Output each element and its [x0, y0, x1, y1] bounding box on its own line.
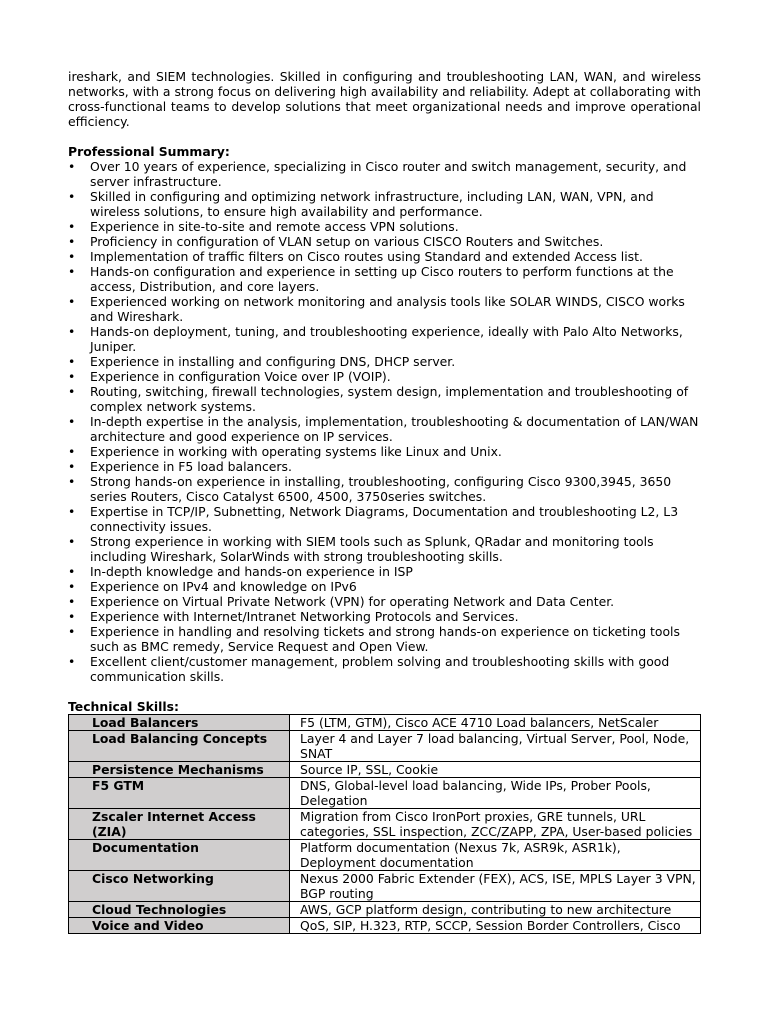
- summary-item: [68, 369, 701, 384]
- summary-item-text: Strong experience in working with SIEM tools such as Splunk, QRadar and monitoring tools including Wireshark, SolarWinds with strong troubleshooting skills.: [90, 534, 654, 564]
- bullet-icon: •: [68, 579, 76, 594]
- summary-item-text: Experience in configuration Voice over IP (VOIP).: [90, 369, 391, 384]
- summary-item: [68, 579, 701, 594]
- skills-table-row: [69, 715, 701, 731]
- skills-table-row: [69, 902, 701, 918]
- summary-item-text: Experience in installing and configuring DNS, DHCP server.: [90, 354, 456, 369]
- skill-category: Voice and Video: [69, 918, 290, 934]
- bullet-icon: •: [68, 294, 76, 309]
- skills-table-row: [69, 840, 701, 871]
- summary-item: [68, 249, 701, 264]
- bullet-icon: •: [68, 159, 76, 174]
- skill-category: F5 GTM: [69, 778, 290, 809]
- summary-item-text: Hands-on configuration and experience in setting up Cisco routers to perform functions at the access, Distribution, and core layers.: [90, 264, 674, 294]
- skill-category: Zscaler Internet Access (ZIA): [69, 809, 290, 840]
- skills-table-row: [69, 871, 701, 902]
- bullet-icon: •: [68, 594, 76, 609]
- summary-item-text: Strong hands-on experience in installing, troubleshooting, configuring Cisco 9300,3945, 3650 series Routers, Cisco Catalyst 6500, 4500, 3750series switches.: [90, 474, 672, 504]
- summary-item: [68, 219, 701, 234]
- summary-item-text: Experience in F5 load balancers.: [90, 459, 292, 474]
- skills-table-row: [69, 731, 701, 762]
- skill-value: Platform documentation (Nexus 7k, ASR9k, ASR1k), Deployment documentation: [290, 840, 701, 871]
- resume-page: [68, 69, 701, 934]
- summary-item: [68, 459, 701, 474]
- skill-value: QoS, SIP, H.323, RTP, SCCP, Session Border Controllers, Cisco: [290, 918, 701, 934]
- skill-value: F5 (LTM, GTM), Cisco ACE 4710 Load balancers, NetScaler: [290, 715, 701, 731]
- summary-item-text: Experience with Internet/Intranet Networking Protocols and Services.: [90, 609, 519, 624]
- skill-value: Nexus 2000 Fabric Extender (FEX), ACS, ISE, MPLS Layer 3 VPN, BGP routing: [290, 871, 701, 902]
- skill-category: Cloud Technologies: [69, 902, 290, 918]
- summary-item: [68, 234, 701, 249]
- summary-item: [68, 444, 701, 459]
- bullet-icon: •: [68, 534, 76, 549]
- summary-item: [68, 624, 701, 654]
- summary-item: [68, 474, 701, 504]
- skill-value: DNS, Global-level load balancing, Wide IPs, Prober Pools, Delegation: [290, 778, 701, 809]
- skill-category: Persistence Mechanisms: [69, 762, 290, 778]
- bullet-icon: •: [68, 414, 76, 429]
- skill-category: Cisco Networking: [69, 871, 290, 902]
- summary-item-text: Skilled in configuring and optimizing network infrastructure, including LAN, WAN, VPN, and wireless solutions, to ensure high availability and performance.: [90, 189, 654, 219]
- bullet-icon: •: [68, 354, 76, 369]
- summary-item: [68, 609, 701, 624]
- intro-paragraph: ireshark, and SIEM technologies. Skilled in configuring and troubleshooting LAN, WAN, and wireless networks, with a strong focus on delivering high availability and reliability. Adept at collaborating with cross-functional teams to develop solutions that meet organizational needs and improve operational efficiency.: [68, 69, 701, 129]
- summary-item: [68, 324, 701, 354]
- summary-item-text: In-depth expertise in the analysis, implementation, troubleshooting & documentation of LAN/WAN architecture and good experience on IP services.: [90, 414, 699, 444]
- summary-item-text: Experience on IPv4 and knowledge on IPv6: [90, 579, 357, 594]
- technical-skills-table: [68, 714, 701, 934]
- bullet-icon: •: [68, 624, 76, 639]
- summary-item-text: Experience in handling and resolving tickets and strong hands-on experience on ticketing tools such as BMC remedy, Service Request and Open View.: [90, 624, 680, 654]
- bullet-icon: •: [68, 609, 76, 624]
- summary-item-text: In-depth knowledge and hands-on experience in ISP: [90, 564, 413, 579]
- summary-item-text: Experience in site-to-site and remote access VPN solutions.: [90, 219, 459, 234]
- skill-category: Load Balancing Concepts: [69, 731, 290, 762]
- summary-item: [68, 594, 701, 609]
- skill-category: Documentation: [69, 840, 290, 871]
- bullet-icon: •: [68, 384, 76, 399]
- bullet-icon: •: [68, 504, 76, 519]
- summary-item-text: Experience in working with operating systems like Linux and Unix.: [90, 444, 502, 459]
- summary-item-text: Excellent client/customer management, problem solving and troubleshooting skills with good communication skills.: [90, 654, 670, 684]
- skills-table-row: [69, 809, 701, 840]
- summary-item: [68, 564, 701, 579]
- skills-table-row: [69, 918, 701, 934]
- summary-item: [68, 264, 701, 294]
- technical-skills-title: Technical Skills:: [68, 699, 179, 714]
- summary-item-text: Hands-on deployment, tuning, and troubleshooting experience, ideally with Palo Alto Networks, Juniper.: [90, 324, 683, 354]
- bullet-icon: •: [68, 369, 76, 384]
- summary-item: [68, 384, 701, 414]
- bullet-icon: •: [68, 189, 76, 204]
- skills-table-row: [69, 778, 701, 809]
- skill-value: Source IP, SSL, Cookie: [290, 762, 701, 778]
- bullet-icon: •: [68, 444, 76, 459]
- bullet-icon: •: [68, 234, 76, 249]
- summary-item: [68, 504, 701, 534]
- bullet-icon: •: [68, 654, 76, 669]
- summary-item: [68, 159, 701, 189]
- bullet-icon: •: [68, 564, 76, 579]
- bullet-icon: •: [68, 249, 76, 264]
- professional-summary-title: Professional Summary:: [68, 144, 230, 159]
- summary-item-text: Experienced working on network monitoring and analysis tools like SOLAR WINDS, CISCO works and Wireshark.: [90, 294, 685, 324]
- skill-value: AWS, GCP platform design, contributing to new architecture: [290, 902, 701, 918]
- bullet-icon: •: [68, 459, 76, 474]
- skill-category: Load Balancers: [69, 715, 290, 731]
- bullet-icon: •: [68, 219, 76, 234]
- skills-table-row: [69, 762, 701, 778]
- summary-item-text: Implementation of traffic filters on Cisco routes using Standard and extended Access list.: [90, 249, 643, 264]
- summary-item-text: Over 10 years of experience, specializing in Cisco router and switch management, security, and server infrastructure.: [90, 159, 687, 189]
- summary-item: [68, 654, 701, 684]
- summary-item-text: Expertise in TCP/IP, Subnetting, Network Diagrams, Documentation and troubleshooting L2, L3 connectivity issues.: [90, 504, 679, 534]
- summary-item-text: Proficiency in configuration of VLAN setup on various CISCO Routers and Switches.: [90, 234, 604, 249]
- summary-item: [68, 294, 701, 324]
- summary-item: [68, 354, 701, 369]
- summary-item: [68, 414, 701, 444]
- professional-summary-list: [68, 159, 701, 684]
- summary-item: [68, 534, 701, 564]
- bullet-icon: •: [68, 264, 76, 279]
- skill-value: Migration from Cisco IronPort proxies, GRE tunnels, URL categories, SSL inspection, ZCC/ZAPP, ZPA, User-based policies: [290, 809, 701, 840]
- summary-item-text: Routing, switching, firewall technologies, system design, implementation and troubleshooting of complex network systems.: [90, 384, 689, 414]
- summary-item: [68, 189, 701, 219]
- skill-value: Layer 4 and Layer 7 load balancing, Virtual Server, Pool, Node, SNAT: [290, 731, 701, 762]
- summary-item-text: Experience on Virtual Private Network (VPN) for operating Network and Data Center.: [90, 594, 615, 609]
- bullet-icon: •: [68, 324, 76, 339]
- bullet-icon: •: [68, 474, 76, 489]
